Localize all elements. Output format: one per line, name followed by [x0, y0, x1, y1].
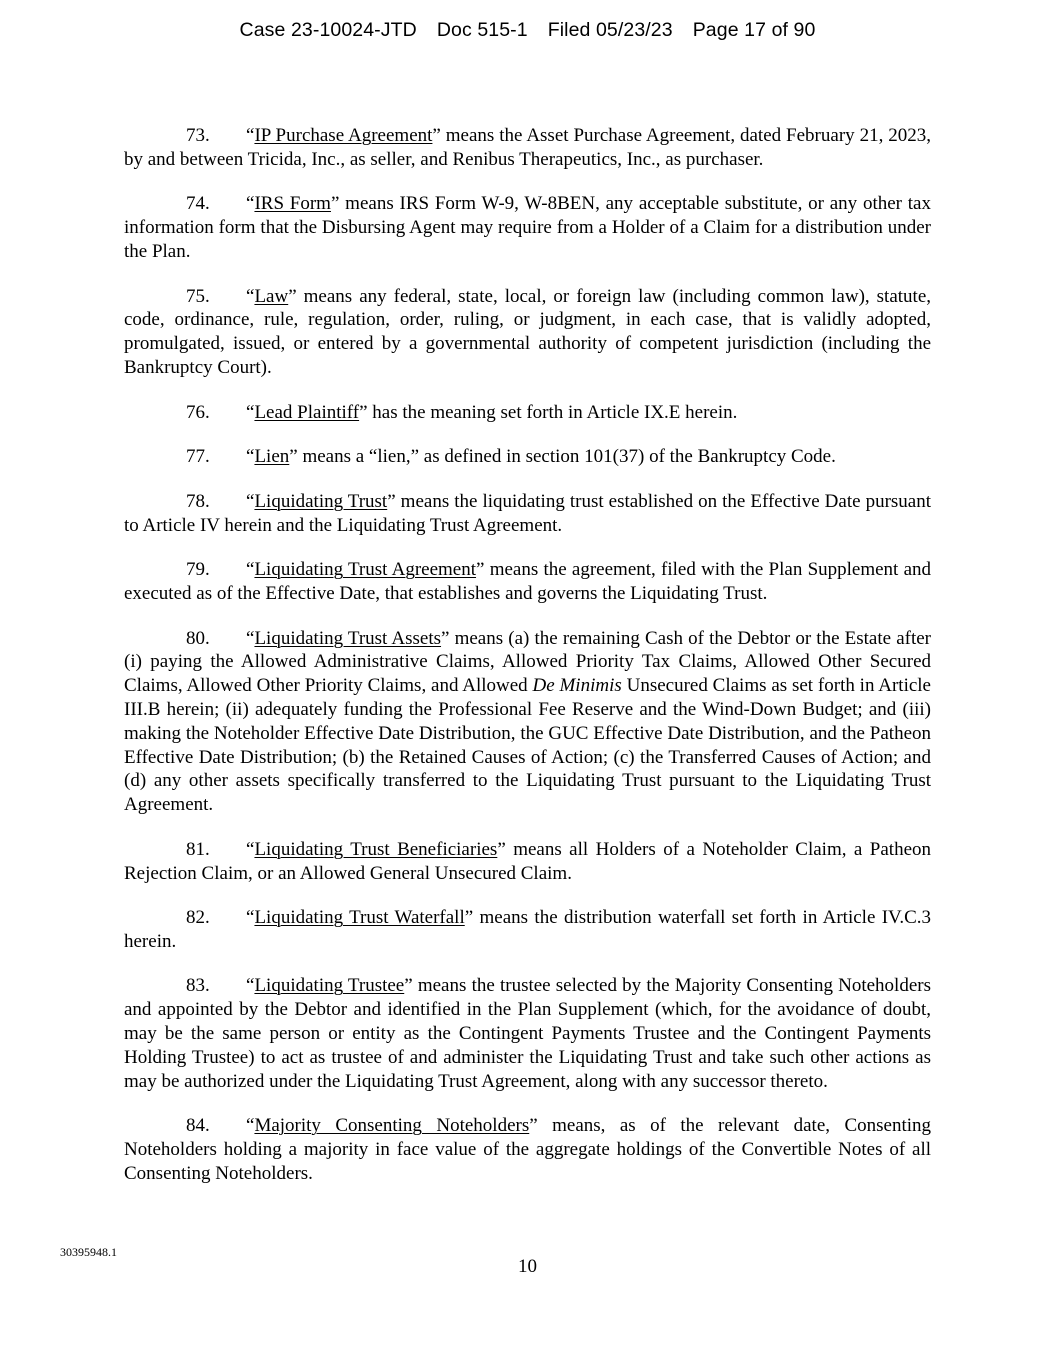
doc-number: Doc 515-1 — [436, 19, 528, 41]
definition-number: 74. — [186, 193, 210, 215]
defined-term: Law — [254, 285, 289, 307]
definition-78: 78. “Liquidating Trust” means the liquidating trust established on the Effective Date pursuant to Article IV herein and the Liquidating Trust Agreement. — [124, 490, 932, 536]
definition-text: ” has the meaning set forth in Article IX.E herein. — [359, 401, 738, 423]
document-body — [124, 124, 931, 1206]
definition-81: 81. “Liquidating Trust Beneficiaries” means all Holders of a Noteholder Claim, a Patheon Rejection Claim, or an Allowed General Unsecured Claim. — [124, 838, 932, 884]
definition-82: 82. “Liquidating Trust Waterfall” means the distribution waterfall set forth in Article IV.C.3 herein. — [124, 907, 931, 952]
defined-term: IRS Form — [254, 193, 331, 215]
definition-75: 75. “Law” means any federal, state, local, or foreign law (including common law), statute, code, ordinance, rule, regulation, order, ruling, or judgment, in each case, that is validly adopted, promulgated, issued, or entered by a governmental authority of competent jurisdiction (including the Bankruptcy Court). — [124, 285, 931, 378]
definition-number: 73. — [186, 125, 210, 146]
definition-text: ” means the distribution waterfall set forth in Article IV.C.3 herein. — [124, 907, 931, 952]
definition-number: 81. — [186, 838, 210, 860]
definition-text: ” means, as of the relevant date, Consenting Noteholders holding a majority in face value of the aggregate holdings of the Convertible Notes of all Consenting Noteholders. — [124, 1115, 931, 1184]
defined-term: Liquidating Trust Agreement — [254, 559, 477, 581]
definition-number: 78. — [186, 490, 210, 512]
page-of: Page 17 of 90 — [692, 19, 816, 41]
definition-text-italic: De Minimis — [532, 675, 622, 697]
defined-term: IP Purchase Agreement — [254, 125, 433, 146]
definition-number: 75. — [186, 285, 210, 307]
definition-text: ” means the Asset Purchase Agreement, dated February 21, 2023, by and between Tricida, Inc., as seller, and Renibus Therapeutics, Inc., as purchaser. — [124, 125, 931, 170]
definition-83: 83. “Liquidating Trustee” means the trustee selected by the Majority Consenting Noteholders and appointed by the Debtor and identified in the Plan Supplement (which, for the avoidance of doubt, may be the same person or entity as the Contingent Payments Trustee and the Contingent Payments Holding Trustee) to act as trustee of and administer the Liquidating Trust and take such other actions as may be authorized under the Liquidating Trust Agreement, along with any successor thereto. — [124, 975, 931, 1092]
defined-term: Liquidating Trust — [254, 490, 388, 512]
definition-number: 83. — [186, 975, 210, 997]
definition-77: 77. “Lien” means a “lien,” as defined in section 101(37) of the Bankruptcy Code. — [186, 446, 836, 468]
definition-text: ” means (a) the remaining Cash of the Debtor or the Estate after (i) paying the Allowed Administrative Claims, Allowed Priority Tax Claims, Allowed Other Secured Claims, Allowed Other Priority Claims, and Allowed — [124, 627, 931, 697]
definition-number: 80. — [186, 627, 210, 649]
case-number: Case 23-10024-JTD — [239, 19, 417, 41]
definition-number: 79. — [186, 559, 210, 581]
case-header — [0, 19, 1055, 42]
defined-term: Liquidating Trust Beneficiaries — [254, 838, 498, 860]
definition-number: 76. — [186, 401, 210, 423]
definition-text-continued: Unsecured Claims as set forth in Article III.B herein; (ii) adequately funding the Professional Fee Reserve and the Wind-Down Budget; and (iii) making the Noteholder Effective Date Distribution, the GUC Effective Date Distribution, and the Patheon Effective Date Distribution; (b) the Retained Causes of Action; (c) the Transferred Causes of Action; and (d) any other assets specifically transferred to the Liquidating Trust pursuant to the Liquidating Trust Agreement. — [124, 675, 931, 816]
definition-73: 73. “IP Purchase Agreement” means the Asset Purchase Agreement, dated February 21, 2023, by and between Tricida, Inc., as seller, and Renibus Therapeutics, Inc., as purchaser. — [124, 125, 931, 170]
definition-text: ” means IRS Form W-9, W-8BEN, any acceptable substitute, or any other tax information form that the Disbursing Agent may require from a Holder of a Claim for a distribution under the Plan. — [124, 193, 931, 262]
definition-text: ” means a “lien,” as defined in section 101(37) of the Bankruptcy Code. — [289, 446, 836, 468]
defined-term: Lead Plaintiff — [254, 401, 360, 423]
document-id: 30395948.1 — [60, 1245, 117, 1259]
definition-76: 76. “Lead Plaintiff” has the meaning set forth in Article IX.E herein. — [186, 401, 738, 423]
definition-79: 79. “Liquidating Trust Agreement” means the agreement, filed with the Plan Supplement and executed as of the Effective Date, that establishes and governs the Liquidating Trust. — [124, 559, 932, 604]
definition-number: 82. — [186, 907, 210, 929]
definition-74: 74. “IRS Form” means IRS Form W-9, W-8BEN, any acceptable substitute, or any other tax information form that the Disbursing Agent may require from a Holder of a Claim for a distribution under the Plan. — [124, 193, 931, 262]
definition-text: ” means any federal, state, local, or foreign law (including common law), statute, code, ordinance, rule, regulation, order, ruling, or judgment, in each case, that is validly adopted, promulgated, issued, or entered by a governmental authority of competent jurisdiction (including the Bankruptcy Court). — [124, 285, 931, 378]
definition-text: ” means the liquidating trust established on the Effective Date pursuant to Article IV herein and the Liquidating Trust Agreement. — [124, 490, 932, 536]
definition-text: ” means all Holders of a Noteholder Claim, a Patheon Rejection Claim, or an Allowed General Unsecured Claim. — [124, 838, 932, 884]
defined-term: Liquidating Trustee — [254, 975, 405, 997]
definition-text: ” means the trustee selected by the Majority Consenting Noteholders and appointed by the Debtor and identified in the Plan Supplement (which, for the avoidance of doubt, may be the same person or entity as the Contingent Payments Trustee and the Contingent Payments Holding Trustee) to act as trustee of and administer the Liquidating Trust and take such other actions as may be authorized under the Liquidating Trust Agreement, along with any successor thereto. — [124, 975, 931, 1092]
definition-number: 84. — [186, 1115, 210, 1137]
defined-term: Majority Consenting Noteholders — [254, 1115, 530, 1137]
page-number: 10 — [518, 1256, 537, 1277]
definition-84: 84. “Majority Consenting Noteholders” means, as of the relevant date, Consenting Noteholders holding a majority in face value of the aggregate holdings of the Convertible Notes of all Consenting Noteholders. — [124, 1115, 931, 1184]
definition-number: 77. — [186, 446, 210, 468]
filed-date: Filed 05/23/23 — [547, 19, 673, 41]
defined-term: Liquidating Trust Assets — [254, 627, 442, 649]
defined-term: Lien — [254, 446, 290, 468]
definition-text: ” means the agreement, filed with the Plan Supplement and executed as of the Effective Date, that establishes and governs the Liquidating Trust. — [124, 559, 932, 604]
definition-80: 80. “Liquidating Trust Assets” means (a) the remaining Cash of the Debtor or the Estate after (i) paying the Allowed Administrative Claims, Allowed Priority Tax Claims, Allowed Other Secured Claims, Allowed Other Priority Claims, and Allowed De Minimis Unsecured Claims as set forth in Article III.B herein; (ii) adequately funding the Professional Fee Reserve and the Wind-Down Budget; and (iii) making the Noteholder Effective Date Distribution, the GUC Effective Date Distribution, and the Patheon Effective Date Distribution; (b) the Retained Causes of Action; (c) the Transferred Causes of Action; and (d) any other assets specifically transferred to the Liquidating Trust pursuant to the Liquidating Trust Agreement. — [124, 627, 931, 816]
defined-term: Liquidating Trust Waterfall — [254, 907, 465, 929]
